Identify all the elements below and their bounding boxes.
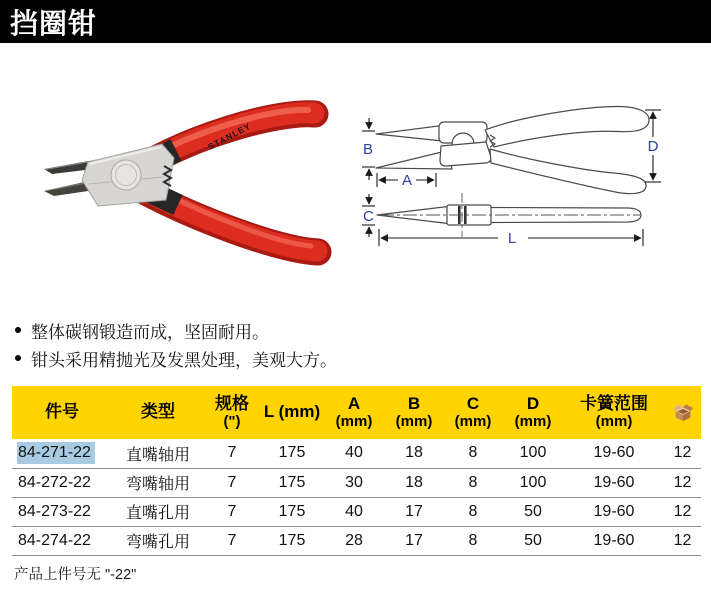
dim-label-b: B xyxy=(363,141,374,158)
table-row xyxy=(12,439,701,468)
type-cell: 直嘴孔用 xyxy=(112,497,204,526)
table-row xyxy=(12,497,701,526)
b-cell: 17 xyxy=(384,526,444,555)
l-cell: 175 xyxy=(260,526,324,555)
part-number[interactable]: 84-273-22 xyxy=(18,502,91,520)
product-photo xyxy=(12,80,352,285)
col-header-a: A (mm) xyxy=(324,386,384,439)
pack-qty-cell: 12 xyxy=(664,497,701,526)
c-cell: 8 xyxy=(444,468,502,497)
dim-label-c: C xyxy=(363,208,374,225)
table-header-row xyxy=(12,386,701,439)
brand-label: STANLEY xyxy=(206,120,253,152)
col-header-part-no: 件号 xyxy=(12,386,112,439)
a-cell: 28 xyxy=(324,526,384,555)
range-cell: 19-60 xyxy=(564,526,664,555)
type-cell: 直嘴轴用 xyxy=(112,439,204,468)
bullet-item xyxy=(15,316,337,344)
col-header-length: L (mm) xyxy=(260,386,324,439)
a-cell: 30 xyxy=(324,468,384,497)
d-cell: 100 xyxy=(502,468,564,497)
page-title: 挡圈钳 xyxy=(10,7,98,39)
b-cell: 18 xyxy=(384,468,444,497)
dim-label-l: L xyxy=(507,230,517,247)
bullet-item xyxy=(15,344,337,372)
dimension-diagram xyxy=(360,85,705,260)
c-cell: 8 xyxy=(444,439,502,468)
pack-qty-cell: 12 xyxy=(664,439,701,468)
col-header-b: B (mm) xyxy=(384,386,444,439)
pack-qty-cell: 12 xyxy=(664,526,701,555)
l-cell: 175 xyxy=(260,439,324,468)
pack-qty-cell: 12 xyxy=(664,468,701,497)
range-cell: 19-60 xyxy=(564,468,664,497)
range-cell: 19-60 xyxy=(564,439,664,468)
col-header-pack-qty xyxy=(664,386,701,439)
table-footnote: 产品上件号无 "-22" xyxy=(14,567,137,583)
col-header-range: 卡簧范围 (mm) xyxy=(564,386,664,439)
page-header xyxy=(0,0,711,43)
l-cell: 175 xyxy=(260,468,324,497)
a-cell: 40 xyxy=(324,497,384,526)
dim-label-d: D xyxy=(647,138,659,155)
bullet-text: 整体碳钢锻造而成，坚固耐用。 xyxy=(31,322,269,342)
d-cell: 50 xyxy=(502,497,564,526)
c-cell: 8 xyxy=(444,526,502,555)
col-header-type: 类型 xyxy=(112,386,204,439)
d-cell: 100 xyxy=(502,439,564,468)
feature-bullet-list xyxy=(15,316,337,372)
col-header-d: D (mm) xyxy=(502,386,564,439)
table-row xyxy=(12,468,701,497)
box-icon xyxy=(671,403,695,423)
part-number[interactable]: 84-271-22 xyxy=(17,442,95,464)
spec-cell: 7 xyxy=(204,468,260,497)
l-cell: 175 xyxy=(260,497,324,526)
spec-cell: 7 xyxy=(204,526,260,555)
col-header-c: C (mm) xyxy=(444,386,502,439)
range-cell: 19-60 xyxy=(564,497,664,526)
b-cell: 17 xyxy=(384,497,444,526)
part-number[interactable]: 84-274-22 xyxy=(18,531,91,549)
bullet-text: 钳头采用精抛光及发黑处理，美观大方。 xyxy=(31,350,337,370)
dim-label-a: A xyxy=(401,172,413,189)
a-cell: 40 xyxy=(324,439,384,468)
table-row xyxy=(12,526,701,555)
spec-cell: 7 xyxy=(204,439,260,468)
type-cell: 弯嘴孔用 xyxy=(112,526,204,555)
d-cell: 50 xyxy=(502,526,564,555)
spec-table xyxy=(12,386,701,556)
type-cell: 弯嘴轴用 xyxy=(112,468,204,497)
c-cell: 8 xyxy=(444,497,502,526)
col-header-spec: 规格 (") xyxy=(204,386,260,439)
part-number[interactable]: 84-272-22 xyxy=(18,473,91,491)
spec-cell: 7 xyxy=(204,497,260,526)
b-cell: 18 xyxy=(384,439,444,468)
